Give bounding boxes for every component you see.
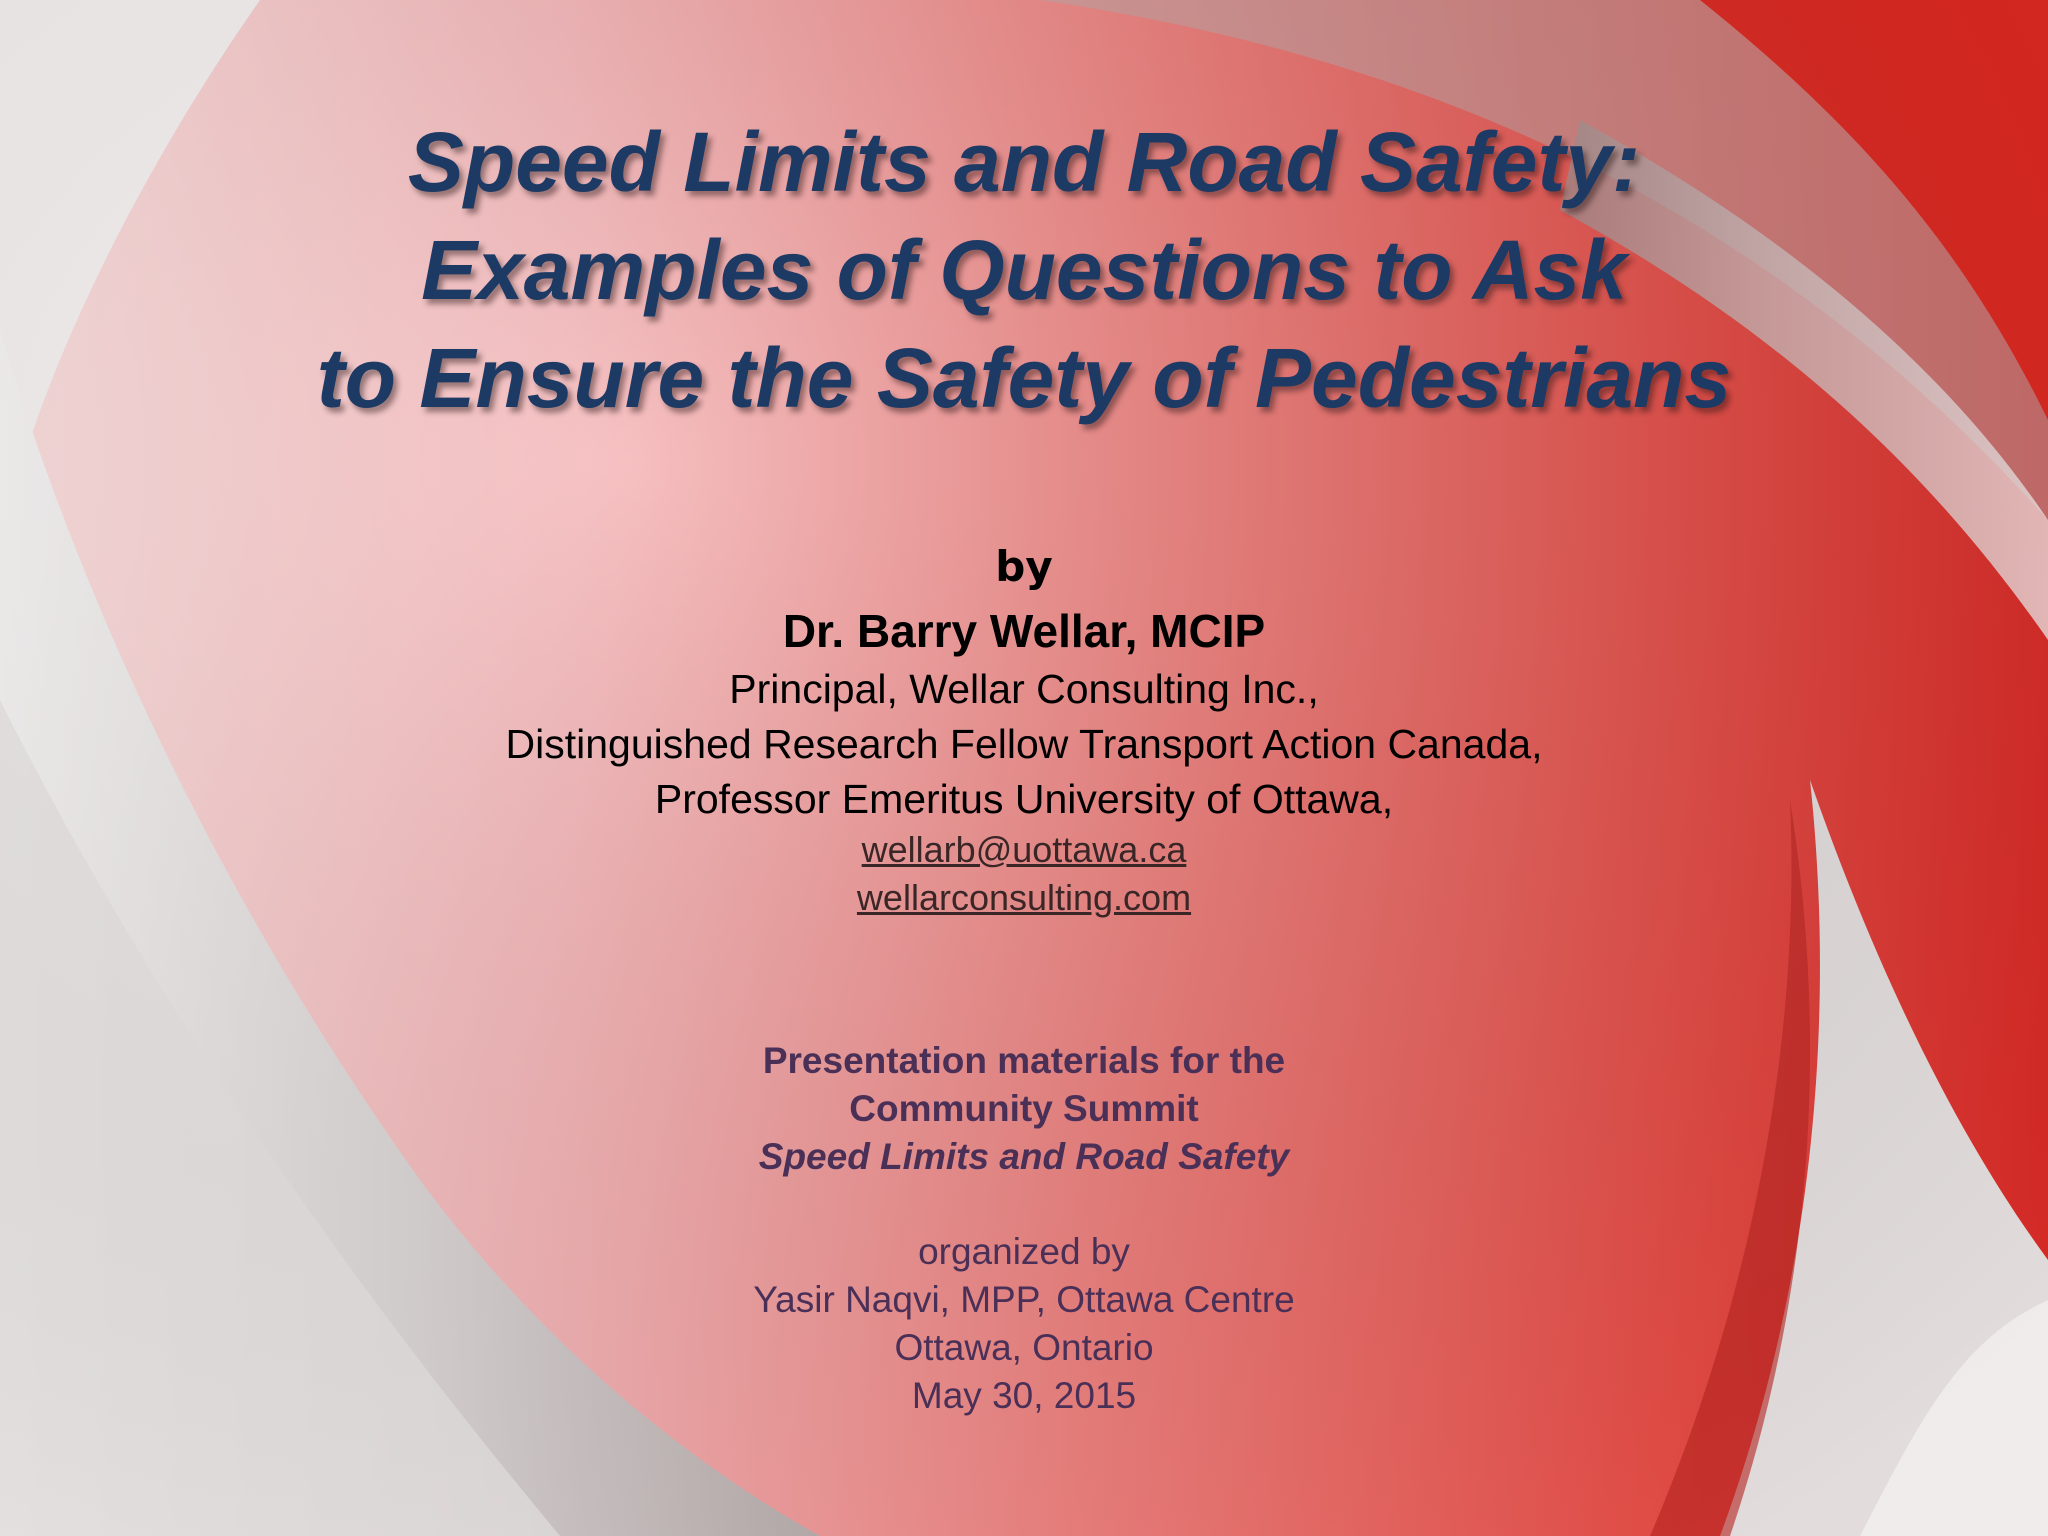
- event-date: May 30, 2015: [911, 1375, 1137, 1416]
- affiliation-professor: Professor Emeritus University of Ottawa,: [654, 776, 1394, 822]
- title-line-3: to Ensure the Safety of Pedestrians: [316, 331, 1732, 425]
- author-name: Dr. Barry Wellar, MCIP: [782, 605, 1266, 657]
- title-line-2: Examples of Questions to Ask: [421, 223, 1627, 317]
- organizer-name: Yasir Naqvi, MPP, Ottawa Centre: [753, 1279, 1295, 1320]
- website-link[interactable]: wellarconsulting.com: [856, 877, 1192, 918]
- slide-title: [0, 108, 2048, 432]
- email-link[interactable]: wellarb@uottawa.ca: [861, 829, 1187, 870]
- organized-by-label: organized by: [918, 1231, 1130, 1272]
- presentation-line-2: Community Summit: [849, 1088, 1199, 1129]
- presentation-line-1: Presentation materials for the: [762, 1040, 1286, 1081]
- by-label: by: [995, 542, 1053, 591]
- affiliation-principal: Principal, Wellar Consulting Inc.,: [729, 666, 1319, 712]
- affiliation-research-fellow: Distinguished Research Fellow Transport Action Canada,: [505, 721, 1543, 767]
- title-line-1: Speed Limits and Road Safety:: [407, 115, 1641, 209]
- event-location: Ottawa, Ontario: [894, 1327, 1154, 1368]
- summit-title: Speed Limits and Road Safety: [758, 1136, 1290, 1177]
